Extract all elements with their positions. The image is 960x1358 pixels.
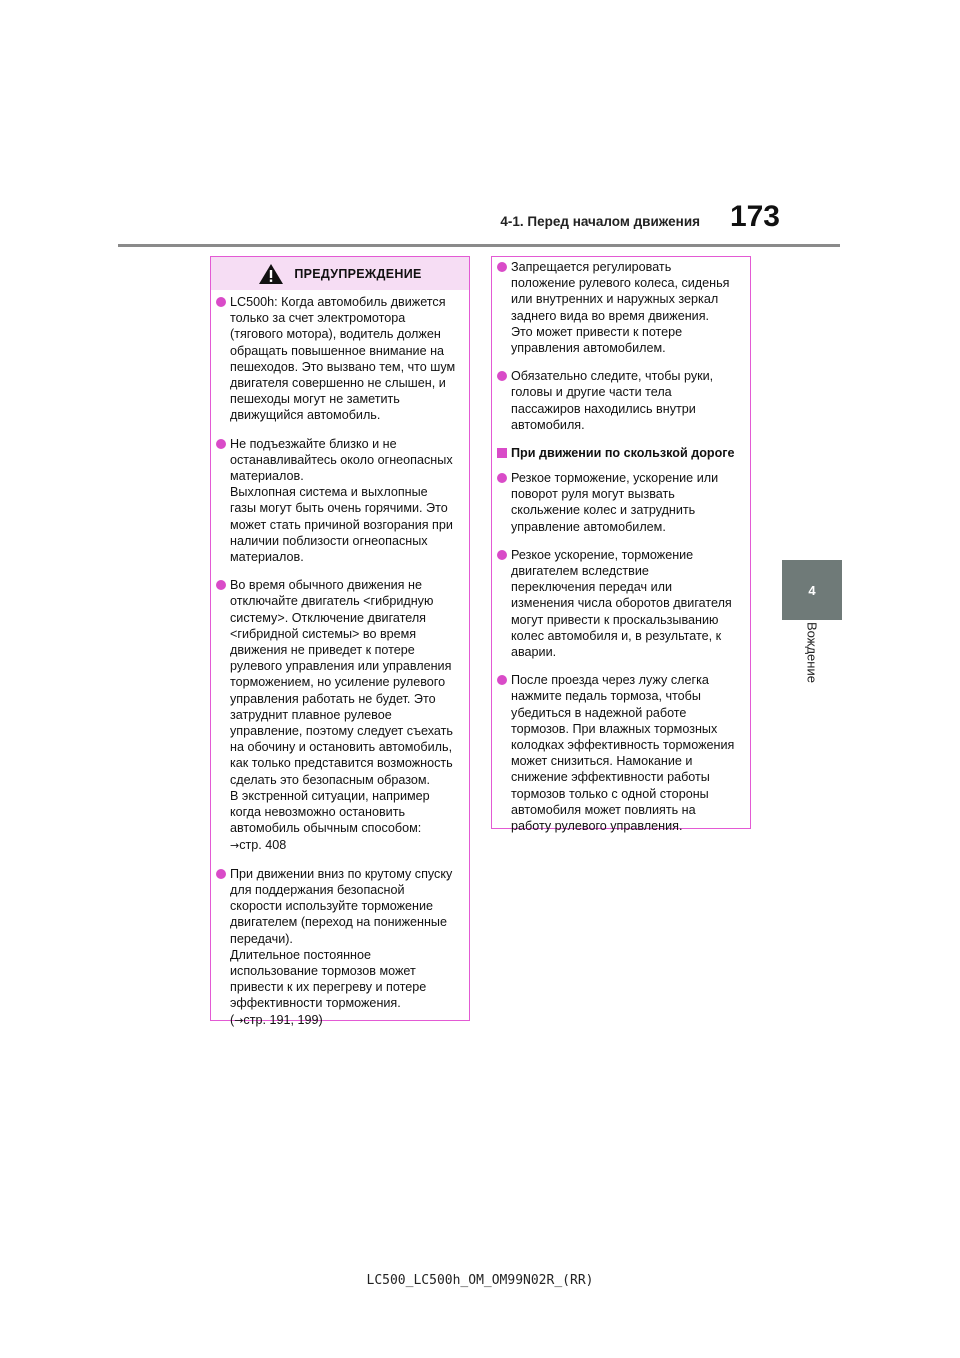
text-line: поворот руля могут вызвать <box>511 487 675 502</box>
text-line: В экстренной ситуации, например <box>230 788 430 803</box>
chapter-label-container <box>780 622 844 742</box>
arrow-icon: → <box>230 838 240 852</box>
text-line: Выхлопная система и выхлопные <box>230 485 428 500</box>
text-line: движения не приведет к потере <box>230 643 415 658</box>
text-line: передачи). <box>230 931 293 946</box>
list-item <box>215 436 469 566</box>
text-line: Это может привести к потере <box>511 324 683 339</box>
square-bullet-icon <box>497 448 507 458</box>
text-line: Во время обычного движения не <box>230 578 422 593</box>
text-line: эффективности торможения. <box>230 996 401 1011</box>
circle-bullet-icon <box>216 439 226 449</box>
section-title: 4-1. Перед началом движения <box>500 214 700 229</box>
text-line: отключайте двигатель <гибридную <box>230 594 434 609</box>
text-line: тормозов только с одной стороны <box>511 786 709 801</box>
circle-bullet-icon <box>216 869 226 879</box>
circle-bullet-icon <box>497 262 507 272</box>
text-line: переключения передач или <box>511 580 672 595</box>
text-line: тормозов. При влажных тормозных <box>511 721 718 736</box>
text-line: скорости используйте торможение <box>230 899 434 914</box>
text-line: останавливайтесь около огнеопасных <box>230 452 453 467</box>
text-line: использование тормозов может <box>230 963 416 978</box>
text-line: пешеходы могут не заметить <box>230 392 400 407</box>
list-item <box>215 866 469 1029</box>
list-item <box>496 547 750 660</box>
text-line: LC500h: Когда автомобиль движется <box>230 295 446 309</box>
reference-text: стр. 408 <box>239 837 287 852</box>
text-line: убедиться в надежной работе <box>511 705 687 720</box>
text-line: может стать причиной возгорания при <box>230 517 453 532</box>
text-line: могут привести к проскальзыванию <box>511 612 719 627</box>
subheading-slippery-road <box>496 445 750 461</box>
warning-box-left <box>210 256 470 1027</box>
circle-bullet-icon <box>216 580 226 590</box>
warning-box-right <box>491 256 751 834</box>
text-line: материалов. <box>230 550 304 565</box>
text-line: когда невозможно остановить <box>230 805 406 820</box>
text-line: колес автомобиля и, в результате, к <box>511 628 722 643</box>
text-line: <гибридной системы> во время <box>230 626 417 641</box>
text-line: изменения числа оборотов двигателя <box>511 596 732 611</box>
text-line: материалов. <box>230 469 304 484</box>
text-line: аварии. <box>511 645 557 660</box>
text-line: как только представится возможность <box>230 756 453 771</box>
page-reference <box>230 837 463 854</box>
chapter-label: Вождение <box>804 622 820 683</box>
text-line: двигателем вследствие <box>511 564 649 579</box>
text-line: положение рулевого колеса, сиденья <box>511 276 730 291</box>
list-item <box>215 577 469 853</box>
text-line: управление, поэтому следует съехать <box>230 724 453 739</box>
list-item <box>496 368 750 433</box>
text-line: только за счет электромотора <box>230 311 406 326</box>
circle-bullet-icon <box>497 550 507 560</box>
text-line: для поддержания безопасной <box>230 882 405 897</box>
text-line: может снизиться. Намокание и <box>511 754 693 769</box>
text-line: Резкое ускорение, торможение <box>511 547 694 562</box>
subheading-text: При движении по скользкой дороге <box>511 446 735 461</box>
circle-bullet-icon <box>497 371 507 381</box>
circle-bullet-icon <box>216 297 226 307</box>
text-line: затруднит плавное рулевое <box>230 707 392 722</box>
text-line: торможением, но усиление рулевого <box>230 675 446 690</box>
right-list-top <box>496 259 750 433</box>
text-line: Длительное постоянное <box>230 947 371 962</box>
warning-title: ПРЕДУПРЕЖДЕНИЕ <box>294 266 422 281</box>
text-line: газы могут быть очень горячими. Это <box>230 501 448 516</box>
text-line: заднего вида во время движения. <box>511 308 710 323</box>
document-footer: LC500_LC500h_OM_OM99N02R_(RR) <box>366 1273 594 1288</box>
list-item <box>496 672 750 834</box>
text-line: управления работать не будет. Это <box>230 691 436 706</box>
chapter-number: 4 <box>808 582 816 598</box>
text-line: управление автомобилем. <box>511 519 666 534</box>
page-number: 173 <box>729 200 780 233</box>
text-line: Не подъезжайте близко и не <box>230 436 397 451</box>
text-line: на обочину и остановить автомобиль, <box>230 740 453 755</box>
warning-header <box>211 257 469 290</box>
list-item <box>215 294 469 424</box>
text-line: автомобиль обычным способом: <box>230 821 422 836</box>
text-line: двигателем (переход на пониженные <box>230 915 447 930</box>
text-line: движущийся автомобиль. <box>230 408 381 423</box>
text-line: После проезда через лужу слегка <box>511 673 709 688</box>
list-item <box>496 470 750 535</box>
right-list-bottom <box>496 470 750 834</box>
text-line: двигателя совершенно не слышен, и <box>230 376 446 391</box>
header-divider <box>118 244 840 247</box>
text-line: снижение эффективности работы <box>511 770 710 785</box>
list-item <box>496 259 750 356</box>
text-line: автомобиля может повлиять на <box>511 802 696 817</box>
text-line: работу рулевого управления. <box>511 819 683 834</box>
text-line: При движении вниз по крутому спуску <box>230 866 453 881</box>
text-line: нажмите педаль тормоза, чтобы <box>511 689 701 704</box>
text-line: рулевого управления или управления <box>230 659 452 674</box>
text-line: колодках эффективность торможения <box>511 738 735 753</box>
text-line: головы и другие части тела <box>511 385 672 400</box>
chapter-tab <box>782 560 842 620</box>
circle-bullet-icon <box>497 473 507 483</box>
warning-triangle-icon <box>258 263 284 285</box>
page-reference <box>230 1012 463 1029</box>
text-line: привести к их перегреву и потере <box>230 980 427 995</box>
text-line: Резкое торможение, ускорение или <box>511 471 719 486</box>
text-line: (тягового мотора), водитель должен <box>230 327 441 342</box>
reference-text: стр. 191, 199) <box>243 1012 323 1027</box>
text-line: пассажиров находились внутри <box>511 401 696 416</box>
circle-bullet-icon <box>497 675 507 685</box>
warning-right-content <box>492 257 750 834</box>
text-line: автомобиля. <box>511 417 585 432</box>
arrow-icon: → <box>234 1013 244 1027</box>
text-line: управления автомобилем. <box>511 341 666 356</box>
text-line: Запрещается регулировать <box>511 260 672 274</box>
text-line: Обязательно следите, чтобы руки, <box>511 369 714 384</box>
text-line: пешеходов. Это вызвано тем, что шум <box>230 359 456 374</box>
text-line: сделать это безопасным образом. <box>230 772 431 787</box>
warning-left-content <box>211 290 469 1029</box>
reference-prefix: ( <box>230 1012 235 1027</box>
text-line: скольжение колес и затруднить <box>511 503 696 518</box>
text-line: или внутренних и наружных зеркал <box>511 292 719 307</box>
text-line: обращать повышенное внимание на <box>230 343 445 358</box>
text-line: наличии поблизости огнеопасных <box>230 533 428 548</box>
text-line: систему>. Отключение двигателя <box>230 610 426 625</box>
